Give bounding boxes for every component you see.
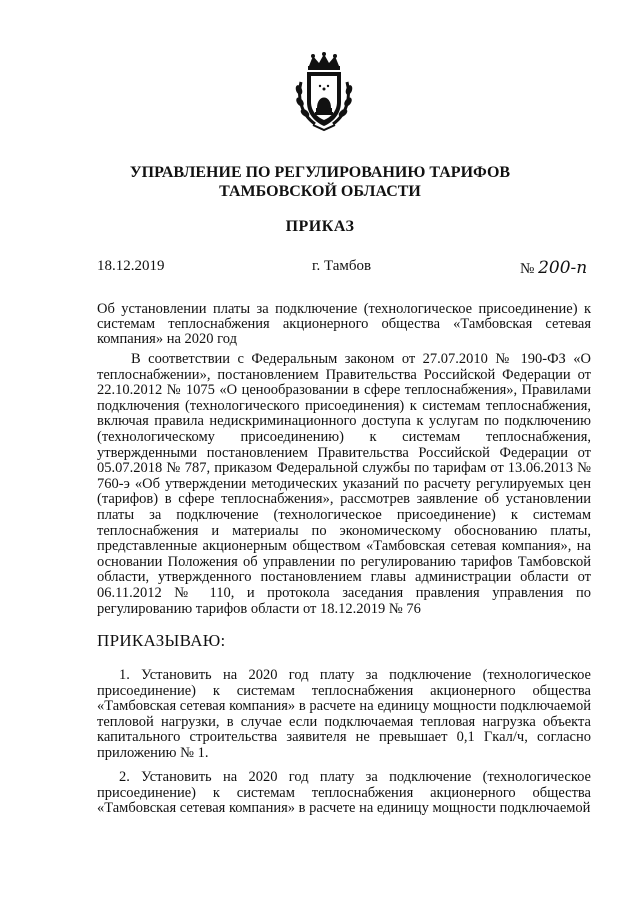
org-name-line-1: УПРАВЛЕНИЕ ПО РЕГУЛИРОВАНИЮ ТАРИФОВ	[129, 164, 511, 181]
org-name-line-2: ТАМБОВСКОЙ ОБЛАСТИ	[219, 183, 421, 200]
document-type-title: ПРИКАЗ	[285, 218, 355, 235]
tambov-coat-of-arms-icon	[293, 52, 355, 132]
document-date: 18.12.2019	[97, 258, 165, 274]
document-number	[520, 258, 587, 278]
order-item-1: 1. Установить на 2020 год плату за подключение (технологическое присоединение) к системам теплоснабжения акционерного общества «Тамбовская сетевая компания» в расчете на единицу мощности подключаемой тепловой нагрузки, в случае если подключаемая тепловая нагрузка объекта капитального строительства заявителя не превышает 0,1 Гкал/ч, согласно приложению № 1.	[97, 667, 591, 761]
document-subject: Об установлении платы за подключение (технологическое присоединение) к системам теплоснабжения акционерного общества «Тамбовская сетевая компания» на 2020 год	[97, 301, 591, 347]
preamble-paragraph: В соответствии с Федеральным законом от 27.07.2010 № 190-ФЗ «О теплоснабжении», постановлением Правительства Российской Федерации от 22.10.2012 № 1075 «О ценообразовании в сфере теплоснабжения», Правилами подключения (технологического присоединения) к системам теплоснабжения, включая правила недискриминационного доступа к услугам по подключению (технологическому присоединению) к системам теплоснабжения, утвержденными постановлением Правительства Российской Федерации от 05.07.2018 № 787, приказом Федеральной службы по тарифам от 13.06.2013 № 760-э «Об утверждении методических указаний по расчету регулируемых цен (тарифов) в сфере теплоснабжения», рассмотрев заявление об установлении платы за подключение (технологическое присоединение) к системам теплоснабжения и материалы по экономическому обоснованию платы, представленные акционерным обществом «Тамбовская сетевая компания», на основании Положения об управлении по регулированию тарифов Тамбовской области, утвержденного постановлением главы администрации области от 06.11.2012 № 110, и протокола заседания правления управления по регулированию тарифов области от 18.12.2019 № 76	[97, 351, 591, 617]
order-word: ПРИКАЗЫВАЮ:	[97, 631, 226, 650]
document-city: г. Тамбов	[312, 258, 372, 274]
order-item-2: 2. Установить на 2020 год плату за подключение (технологическое присоединение) к системам теплоснабжения акционерного общества «Тамбовская сетевая компания» в расчете на единицу мощности подключаемой	[97, 769, 591, 817]
handwritten-number: 200-п	[538, 258, 588, 278]
number-sign: №	[520, 261, 535, 277]
